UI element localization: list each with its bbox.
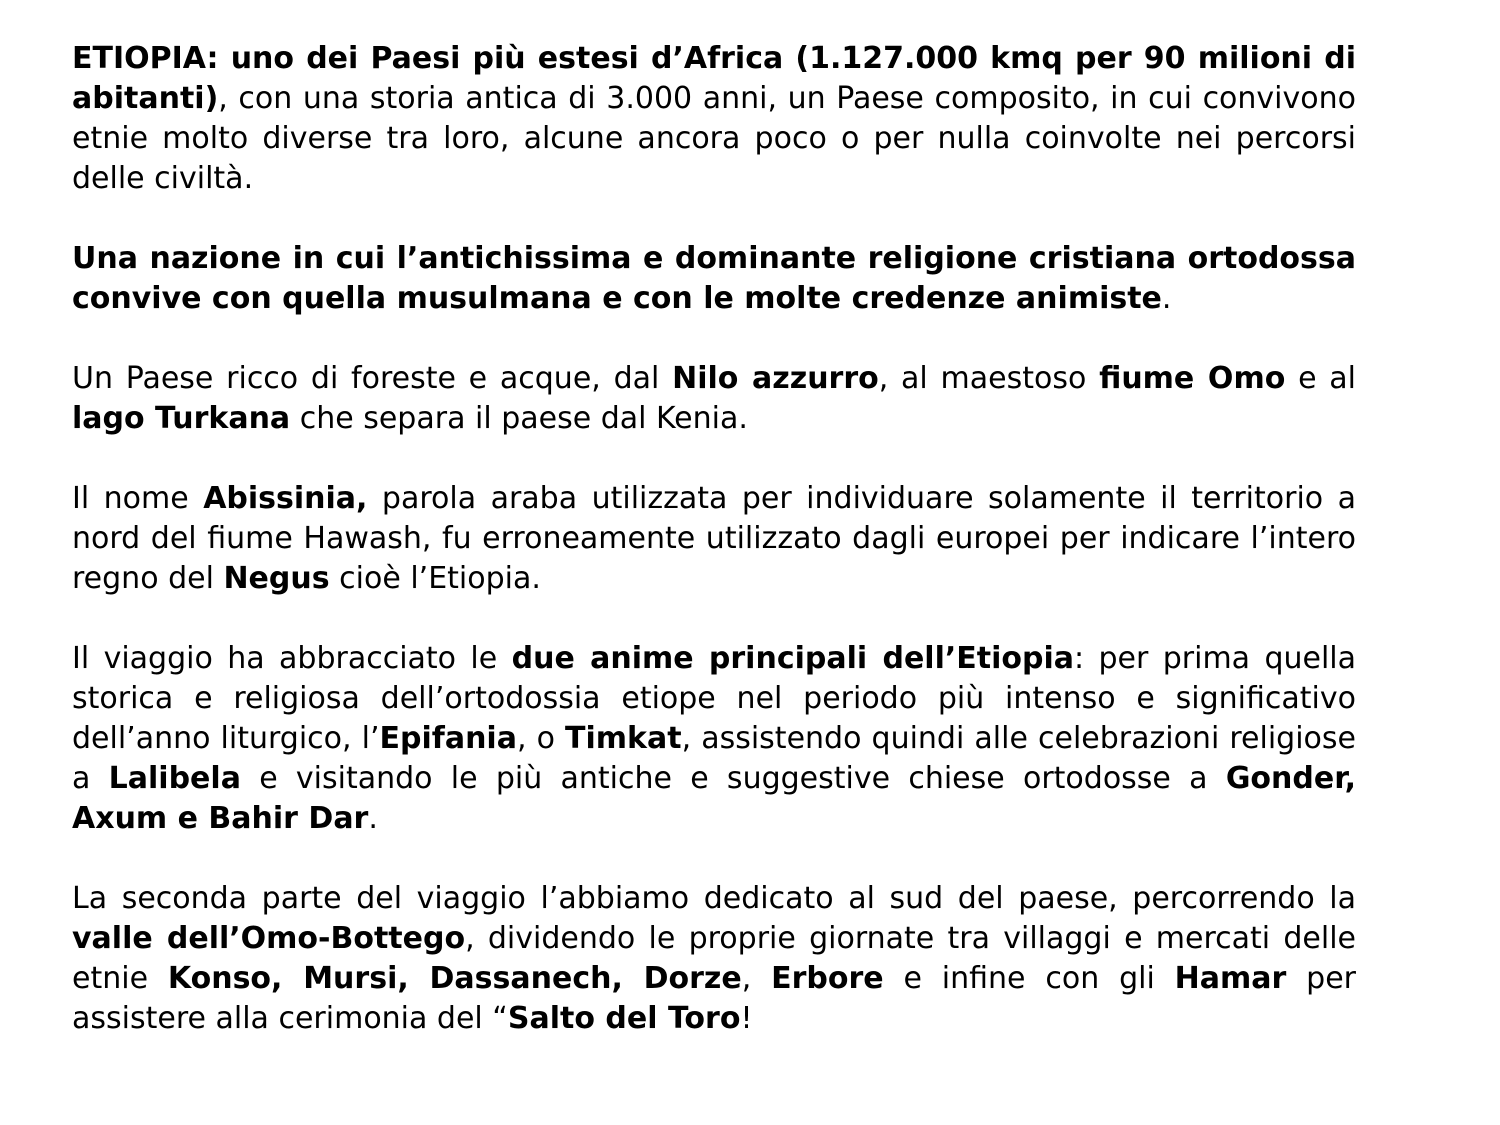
text-run: ETIOPIA: uno dei Paesi più estesi d’Africa (1.127.000 kmq per 90 milioni di abitanti) bbox=[72, 41, 1356, 116]
text-run: parola araba utilizzata per individuare solamente il territorio a nord del fiume Hawash, fu erroneamente utilizzato dagli europei per indicare l’intero regno del bbox=[72, 481, 1356, 596]
text-run: . bbox=[1161, 281, 1172, 316]
paragraph-religion bbox=[72, 239, 1356, 319]
text-run: due anime principali dell’Etiopia bbox=[511, 641, 1074, 676]
text-run: Il viaggio ha abbracciato le bbox=[72, 641, 512, 676]
paragraph-abissinia bbox=[72, 479, 1356, 599]
text-run: Konso, Mursi, Dassanech, Dorze bbox=[167, 961, 742, 996]
text-run: e al bbox=[1285, 361, 1356, 396]
text-run: , assistendo quindi alle celebrazioni religiose a bbox=[72, 721, 1356, 796]
text-run: , o bbox=[516, 721, 566, 756]
text-run: e infine con gli bbox=[883, 961, 1175, 996]
text-run: valle dell’Omo-Bottego bbox=[72, 921, 466, 956]
text-run: Epifania bbox=[379, 721, 517, 756]
text-run: , con una storia antica di 3.000 anni, un Paese composito, in cui convivono etnie molto diverse tra loro, alcune ancora poco o per nulla coinvolte nei percorsi delle civiltà. bbox=[72, 81, 1356, 196]
text-run: Un Paese ricco di foreste e acque, dal bbox=[72, 361, 673, 396]
text-run: Una nazione in cui l’antichissima e dominante religione cristiana ortodossa convive con quella musulmana e con le molte credenze animiste bbox=[72, 241, 1356, 316]
text-run: : per prima quella storica e religiosa dell’ortodossia etiope nel periodo più intenso e significativo dell’anno liturgico, l’ bbox=[72, 641, 1357, 756]
text-run: , bbox=[741, 961, 772, 996]
document-body bbox=[72, 39, 1356, 1039]
text-run: ! bbox=[740, 1001, 753, 1036]
paragraph-intro bbox=[72, 39, 1356, 199]
text-run: che separa il paese dal Kenia. bbox=[290, 401, 748, 436]
text-run: per assistere alla cerimonia del “ bbox=[72, 961, 1356, 1036]
text-run: Timkat bbox=[565, 721, 682, 756]
text-run: Nilo azzurro bbox=[672, 361, 879, 396]
text-run: Erbore bbox=[771, 961, 884, 996]
text-run: Abissinia, bbox=[203, 481, 368, 516]
text-run: , dividendo le proprie giornate tra villaggi e mercati delle etnie bbox=[72, 921, 1357, 996]
paragraph-journey-north bbox=[72, 639, 1356, 839]
paragraph-waters bbox=[72, 359, 1356, 439]
text-run: Il nome bbox=[72, 481, 204, 516]
text-run: La seconda parte del viaggio l’abbiamo dedicato al sud del paese, percorrendo la bbox=[72, 881, 1356, 916]
text-run: Gonder, Axum e Bahir Dar bbox=[72, 761, 1357, 836]
text-run: Negus bbox=[223, 561, 330, 596]
text-run: , al maestoso bbox=[878, 361, 1100, 396]
paragraph-journey-south bbox=[72, 879, 1356, 1039]
text-run: fiume Omo bbox=[1099, 361, 1286, 396]
text-run: cioè l’Etiopia. bbox=[329, 561, 541, 596]
text-run: Hamar bbox=[1174, 961, 1287, 996]
text-run: e visitando le più antiche e suggestive chiese ortodosse a bbox=[240, 761, 1226, 796]
text-run: lago Turkana bbox=[72, 401, 291, 436]
text-run: Lalibela bbox=[108, 761, 241, 796]
text-run: Salto del Toro bbox=[507, 1001, 741, 1036]
text-run: . bbox=[368, 801, 378, 836]
